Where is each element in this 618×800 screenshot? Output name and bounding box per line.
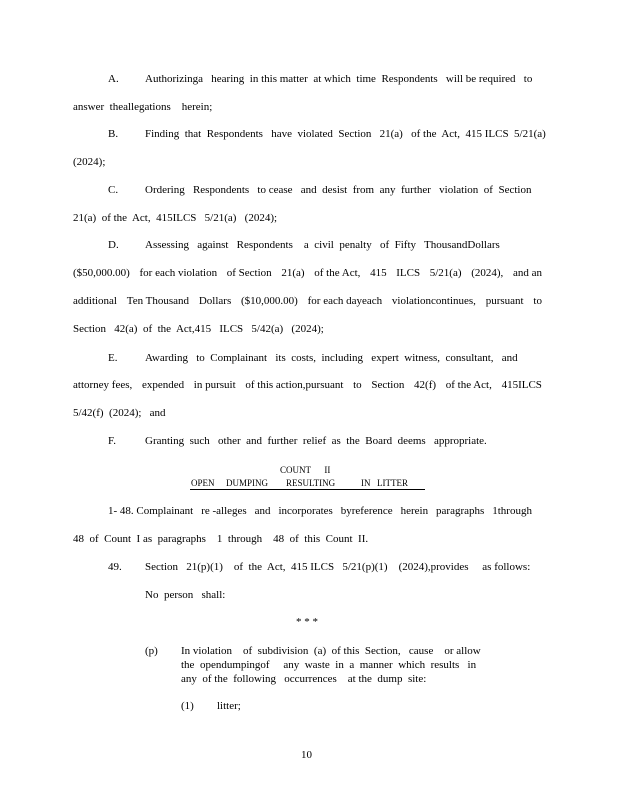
word: incorporates: [278, 505, 333, 517]
para-a-line2: answer theallegations herein;: [73, 101, 213, 113]
para-1-48-line2: 48 of Count I as paragraphs 1 through 48 of this Count II.: [73, 533, 369, 545]
word: expended: [141, 379, 185, 391]
word: Dollars: [198, 295, 232, 307]
word: for each violation: [139, 267, 218, 279]
word: 415: [370, 267, 387, 279]
item-1-label: (1): [181, 700, 194, 712]
count-subtitle-open: OPEN: [191, 478, 215, 488]
para-49-line1: Section 21(p)(1) of the Act, 415 ILCS 5/21(p)(1) (2024),provides as follows:: [145, 561, 531, 573]
para-a-letter: A.: [108, 73, 119, 85]
para-c-letter: C.: [108, 184, 119, 196]
para-b-line2: (2024);: [73, 156, 106, 168]
word: to: [353, 379, 362, 391]
para-d-line2: [73, 267, 542, 280]
para-b-line1: Finding that Respondents have violated Section 21(a) of the Act, 415 ILCS 5/21(a): [145, 128, 546, 140]
word: of Section: [226, 267, 272, 279]
word: of the Act,: [314, 267, 361, 279]
count-underline: [190, 489, 425, 490]
word: pursuant: [485, 295, 524, 307]
word: of this action,pursuant: [245, 379, 344, 391]
quote-line1: In violation of subdivision (a) of this Section, cause or allow: [181, 645, 481, 657]
word: 21(a): [281, 267, 305, 279]
word: byreference: [340, 505, 393, 517]
word: and: [254, 505, 271, 517]
para-d-line1: Assessing against Respondents a civil penalty of Fifty ThousandDollars: [145, 239, 500, 251]
word: and an: [512, 267, 542, 279]
word: paragraphs: [436, 505, 485, 517]
word: to: [533, 295, 542, 307]
count-heading: COUNT II: [280, 465, 331, 475]
word: 1through: [492, 505, 532, 517]
para-c-line1: Ordering Respondents to cease and desist from any further violation of Section: [145, 184, 532, 196]
para-e-line3: 5/42(f) (2024); and: [73, 407, 166, 419]
para-d-line4: Section 42(a) of the Act,415 ILCS 5/42(a) (2024);: [73, 323, 324, 335]
count-subtitle-in: IN: [361, 478, 371, 488]
asterisks: * * *: [296, 616, 318, 628]
para-e-letter: E.: [108, 352, 118, 364]
quote-label: (p): [145, 645, 158, 657]
word: herein: [400, 505, 429, 517]
para-e-line1: Awarding to Complainant its costs, including expert witness, consultant, and: [145, 352, 518, 364]
count-subtitle-dumping: DUMPING: [226, 478, 269, 488]
word: for each dayeach: [307, 295, 383, 307]
para-49-line2: No person shall:: [145, 589, 226, 601]
para-b-letter: B.: [108, 128, 119, 140]
word: 415ILCS: [501, 379, 542, 391]
para-c-line2: 21(a) of the Act, 415ILCS 5/21(a) (2024);: [73, 212, 278, 224]
para-f-letter: F.: [108, 435, 116, 447]
para-e-line2: [73, 379, 542, 392]
word: violationcontinues,: [391, 295, 476, 307]
word: in pursuit: [193, 379, 236, 391]
word: (2024),: [471, 267, 504, 279]
word: of the Act,: [445, 379, 492, 391]
quote-line2: the opendumpingof any waste in a manner which results in: [181, 659, 477, 671]
para-a-line1: Authorizinga hearing in this matter at which time Respondents will be required to: [145, 73, 533, 85]
word: ($50,000.00): [73, 267, 130, 279]
para-d-line3: [73, 295, 542, 308]
word: 1- 48. Complainant: [108, 505, 194, 517]
para-49-number: 49.: [108, 561, 122, 573]
word: Section: [371, 379, 405, 391]
word: re -alleges: [201, 505, 247, 517]
word: 5/21(a): [429, 267, 462, 279]
quote-line3: any of the following occurrences at the dump site:: [181, 673, 427, 685]
word: additional: [73, 295, 117, 307]
word: ILCS: [396, 267, 421, 279]
word: attorney fees,: [73, 379, 133, 391]
para-1-48-line1: [108, 505, 532, 518]
count-subtitle-resulting: RESULTING: [286, 478, 336, 488]
count-subtitle-litter: LITTER: [377, 478, 408, 488]
page-number: 10: [301, 749, 312, 761]
item-1-text: litter;: [217, 700, 241, 712]
word: 42(f): [414, 379, 437, 391]
word: Ten Thousand: [126, 295, 190, 307]
para-d-letter: D.: [108, 239, 119, 251]
word: ($10,000.00): [241, 295, 298, 307]
para-f-line1: Granting such other and further relief as the Board deems appropriate.: [145, 435, 487, 447]
